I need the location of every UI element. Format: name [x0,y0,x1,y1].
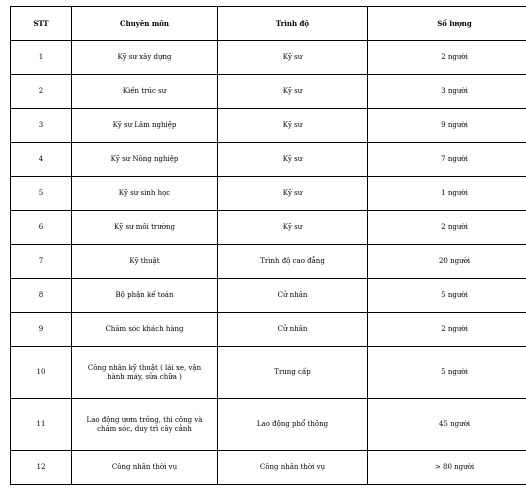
table-row [11,143,526,177]
cell-quantity: 20 người [368,245,526,279]
cell-level: Trình độ cao đẳng [218,245,368,279]
cell-no: 9 [11,313,72,347]
table-row [11,41,526,75]
cell-quantity: 5 người [368,279,526,313]
table-header [11,7,526,41]
cell-level: Kỹ sư [218,75,368,109]
table-body [11,41,526,485]
table-row [11,211,526,245]
field-text: Kiến trúc sư [122,87,167,95]
cell-field [72,399,218,451]
table-row [11,109,526,143]
cell-no: 8 [11,279,72,313]
cell-level: Cử nhân [218,279,368,313]
cell-level: Kỹ sư [218,211,368,245]
cell-field [72,211,218,245]
cell-field [72,451,218,485]
cell-field [72,279,218,313]
cell-quantity: > 80 người [368,451,526,485]
header-field: Chuyên môn [72,7,218,41]
cell-field [72,177,218,211]
table-row [11,313,526,347]
cell-field [72,245,218,279]
field-text: Kỹ sư môi trường [114,223,175,231]
cell-level: Công nhân thời vụ [218,451,368,485]
cell-no: 3 [11,109,72,143]
cell-field [72,143,218,177]
table-row [11,245,526,279]
cell-quantity: 1 người [368,177,526,211]
cell-level: Kỹ sư [218,143,368,177]
field-text: Kỹ thuật [129,257,160,265]
staffing-table [10,6,526,485]
cell-level: Cử nhân [218,313,368,347]
cell-no: 1 [11,41,72,75]
cell-field [72,41,218,75]
cell-field [72,109,218,143]
cell-level: Kỹ sư [218,41,368,75]
cell-quantity: 2 người [368,211,526,245]
cell-quantity: 7 người [368,143,526,177]
field-text: Chăm sóc khách hàng [105,325,184,333]
cell-quantity: 2 người [368,41,526,75]
cell-level: Lao động phổ thông [218,399,368,451]
cell-no: 6 [11,211,72,245]
header-level: Trình độ [218,7,368,41]
field-text: Kỹ sư sinh học [118,189,171,197]
cell-field [72,347,218,399]
cell-quantity: 3 người [368,75,526,109]
cell-level: Trung cấp [218,347,368,399]
table-row [11,347,526,399]
field-text: Kỹ sư Lâm nghiệp [112,121,177,129]
field-text: Kỹ sư xây dựng [117,53,172,61]
cell-quantity: 2 người [368,313,526,347]
header-no: STT [11,7,72,41]
cell-level: Kỹ sư [218,177,368,211]
cell-no: 5 [11,177,72,211]
header-row [11,7,526,41]
table-row [11,399,526,451]
field-text: Lao động ươm trồng, thi công và chăm sóc, duy trì cây cảnh [86,415,203,433]
table-row [11,75,526,109]
table-row [11,451,526,485]
cell-no: 7 [11,245,72,279]
header-quantity: Số lượng [368,7,526,41]
field-text: Công nhân thời vụ [111,463,178,471]
cell-quantity: 9 người [368,109,526,143]
field-text: Kỹ sư Nông nghiệp [110,155,179,163]
cell-field [72,75,218,109]
cell-no: 2 [11,75,72,109]
field-text: Công nhân kỹ thuật ( lái xe, vận hành máy, sửa chữa ) [87,363,202,381]
cell-no: 10 [11,347,72,399]
cell-quantity: 45 người [368,399,526,451]
cell-no: 12 [11,451,72,485]
cell-no: 4 [11,143,72,177]
cell-quantity: 5 người [368,347,526,399]
cell-field [72,313,218,347]
field-text: Bộ phận kế toán [115,291,174,299]
cell-no: 11 [11,399,72,451]
table-row [11,279,526,313]
table-row [11,177,526,211]
cell-level: Kỹ sư [218,109,368,143]
